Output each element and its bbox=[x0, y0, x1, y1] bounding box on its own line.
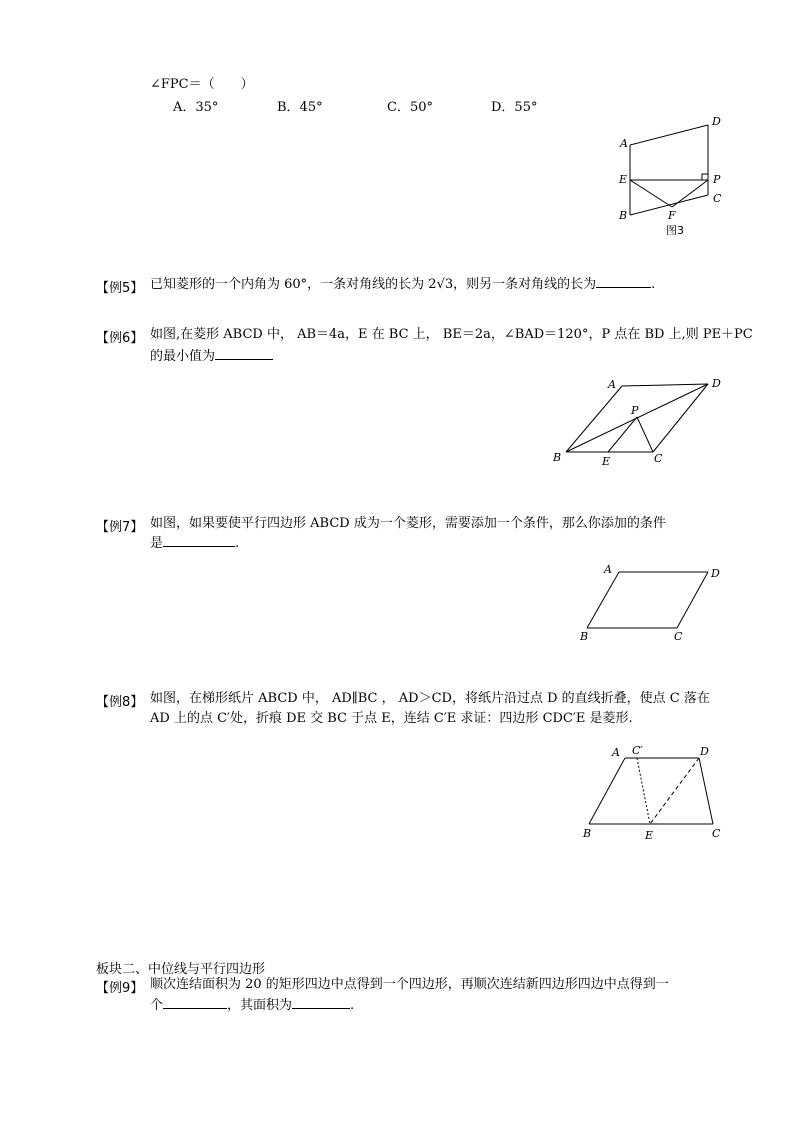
ex6-line1: 如图,在菱形 ABCD 中， AB＝4a，E 在 BC 上， BE＝2a，∠BAD＝120°，P 点在 BD 上,则 PE＋PC bbox=[150, 327, 753, 342]
fig3-caption: 图3 bbox=[666, 224, 684, 237]
section2-title: 板块二、中位线与平行四边形 bbox=[96, 962, 266, 977]
ex9-tag: 【例9】 bbox=[96, 981, 144, 996]
ex7-label-b: B bbox=[580, 630, 589, 643]
ex7-label-d: D bbox=[711, 567, 720, 580]
ex6-label-e: E bbox=[602, 455, 611, 468]
ex8-label-c: C bbox=[712, 827, 721, 840]
ex5-text-a: 已知菱形的一个内角为 60°，一条对角线的长为 2√3，则另一条对角线的长为 bbox=[150, 277, 597, 292]
ex9-answer-blank-1[interactable] bbox=[163, 996, 227, 1009]
ex6-answer-blank[interactable] bbox=[215, 347, 273, 360]
fig3-label-p: P bbox=[713, 173, 721, 186]
figure-ex7 bbox=[570, 558, 730, 648]
ex7-line2-text-a: 是 bbox=[150, 536, 164, 551]
ex8-label-d: D bbox=[700, 745, 709, 758]
ex8-line2: AD 上的点 C′处，折痕 DE 交 BC 于点 E，连结 C′E 求证：四边形 CDC′E 是菱形. bbox=[150, 711, 633, 726]
ex6-label-d: D bbox=[712, 377, 721, 390]
fig3-label-b: B bbox=[619, 209, 628, 222]
fig3-label-c: C bbox=[713, 192, 722, 205]
ex7-answer-blank[interactable] bbox=[163, 534, 235, 547]
q4-option-a: A．35° bbox=[173, 100, 219, 115]
ex7-label-a: A bbox=[604, 563, 612, 576]
q4-option-b: B．45° bbox=[277, 100, 323, 115]
ex7-line1: 如图，如果要使平行四边形 ABCD 成为一个菱形，需要添加一个条件，那么你添加的条件 bbox=[150, 516, 666, 531]
ex7-line2-text-b: . bbox=[235, 536, 240, 551]
q4-option-d: D．55° bbox=[491, 100, 538, 115]
ex6-label-a: A bbox=[608, 378, 616, 391]
ex7-tag: 【例7】 bbox=[96, 520, 144, 535]
ex9-line1: 顺次连结面积为 20 的矩形四边中点得到一个四边形，再顺次连结新四边形四边中点得到一 bbox=[150, 977, 669, 992]
fig3-label-d: D bbox=[712, 115, 721, 128]
fig3-label-a: A bbox=[620, 137, 628, 150]
ex6-label-p: P bbox=[631, 404, 639, 417]
figure-ex6 bbox=[545, 372, 735, 470]
ex8-label-e: E bbox=[645, 829, 654, 842]
ex6-label-b: B bbox=[553, 451, 562, 464]
ex5-tag: 【例5】 bbox=[96, 281, 144, 296]
ex7-label-c: C bbox=[674, 630, 683, 643]
ex8-label-a: A bbox=[612, 746, 620, 759]
ex8-line1: 如图，在梯形纸片 ABCD 中， AD∥BC ， AD＞CD，将纸片沿过点 D 的直线折叠，使点 C 落在 bbox=[150, 691, 710, 706]
ex9-line2-text-c: . bbox=[350, 998, 355, 1013]
ex9-line2-text-b: ，其面积为 bbox=[227, 998, 293, 1013]
ex6-tag: 【例6】 bbox=[96, 331, 144, 346]
ex9-answer-blank-2[interactable] bbox=[292, 996, 350, 1009]
figure-ex8 bbox=[575, 738, 735, 848]
ex5-text bbox=[150, 275, 655, 295]
ex9-line2-text-a: 个 bbox=[150, 998, 164, 1013]
fig3-label-e: E bbox=[619, 173, 628, 186]
ex5-answer-blank[interactable] bbox=[596, 275, 651, 288]
ex6-line2 bbox=[150, 347, 273, 367]
q4-option-c: C．50° bbox=[387, 100, 433, 115]
q4-stem: ∠FPC＝（ ） bbox=[150, 77, 254, 92]
figure-3 bbox=[610, 110, 720, 240]
ex5-text-b: . bbox=[651, 277, 656, 292]
ex8-tag: 【例8】 bbox=[96, 695, 144, 710]
ex9-line2 bbox=[150, 996, 354, 1016]
ex8-label-c-prime: C′ bbox=[632, 744, 643, 757]
ex6-label-c: C bbox=[654, 452, 663, 465]
fig3-label-f: F bbox=[668, 209, 676, 222]
ex8-label-b: B bbox=[583, 827, 592, 840]
ex6-line2-text: 的最小值为 bbox=[150, 349, 216, 364]
ex7-line2 bbox=[150, 534, 239, 554]
